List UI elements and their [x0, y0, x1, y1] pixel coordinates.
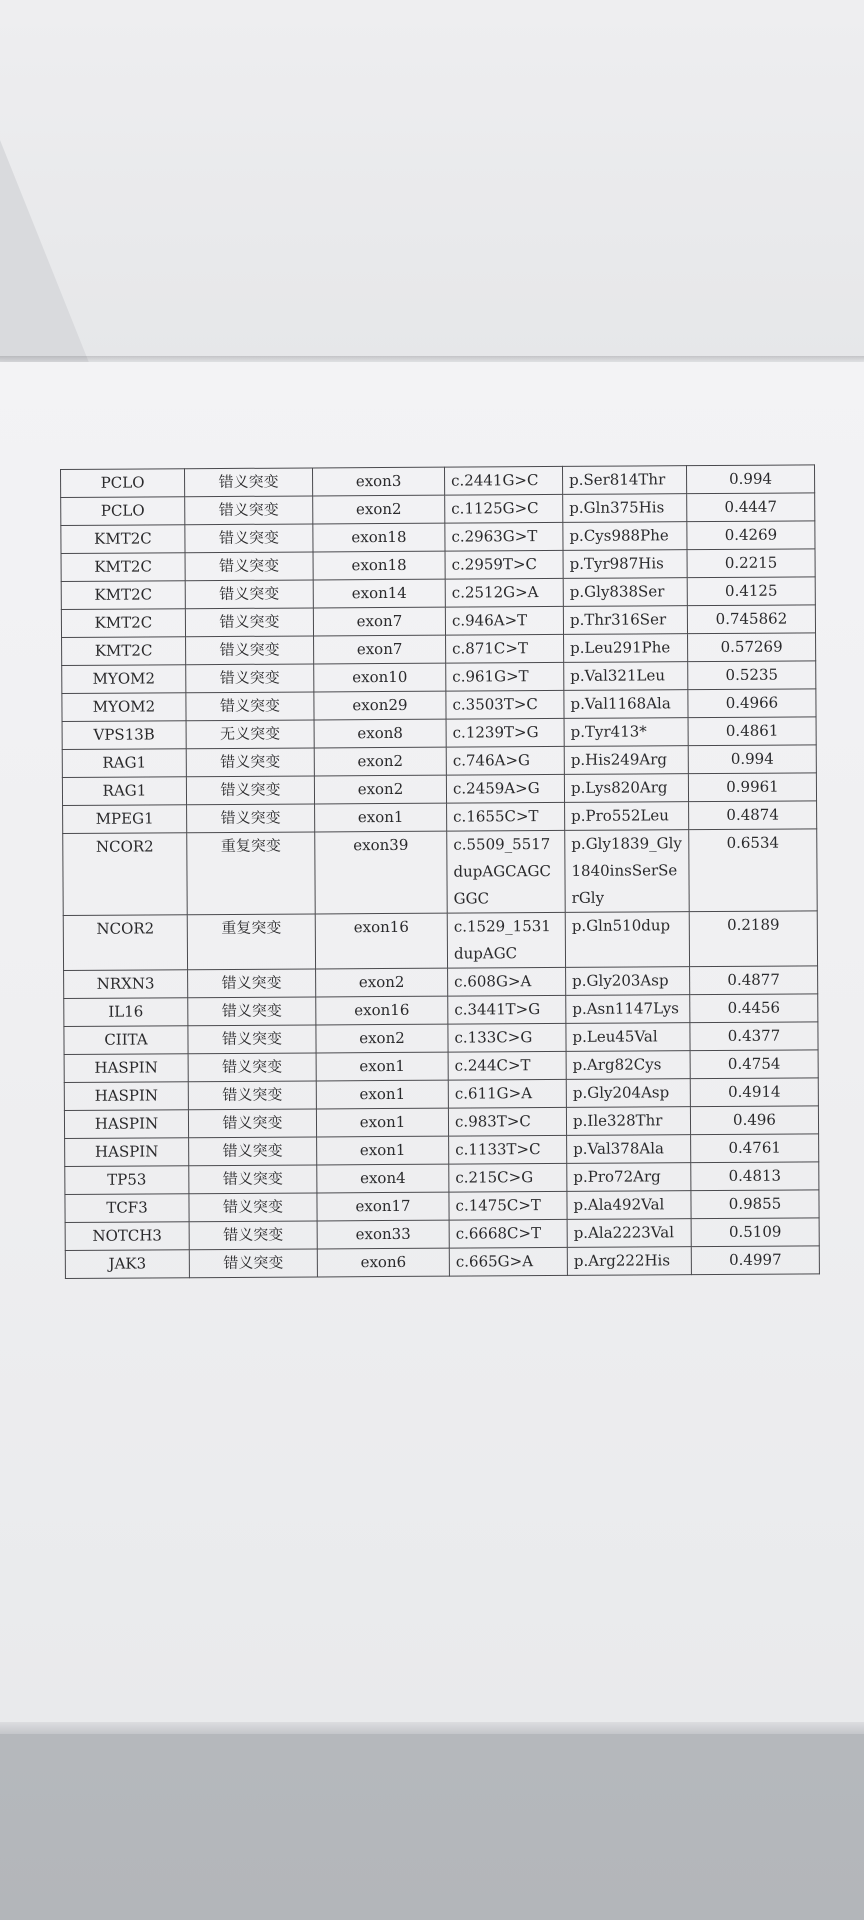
- variant-table-container: [60, 464, 819, 1279]
- gene-cell: NCOR2: [63, 915, 187, 971]
- mutation-type-cell: 错义突变: [185, 496, 313, 525]
- exon-cell: exon16: [315, 913, 447, 969]
- cdna-change-cell: c.1239T>G: [446, 718, 564, 747]
- mutation-type-cell: 错义突变: [185, 524, 313, 553]
- mutation-type-cell: 错义突变: [185, 552, 313, 581]
- allele-frequency-cell: 0.4997: [691, 1246, 819, 1275]
- protein-change-cell: p.Arg222His: [567, 1247, 691, 1276]
- allele-frequency-cell: 0.57269: [688, 633, 816, 662]
- exon-cell: exon7: [313, 607, 445, 636]
- gene-cell: KMT2C: [61, 553, 185, 582]
- protein-change-cell: p.Cys988Phe: [563, 522, 687, 551]
- mutation-type-cell: 错义突变: [185, 468, 313, 497]
- gene-cell: MPEG1: [63, 805, 187, 834]
- exon-cell: exon6: [317, 1248, 449, 1277]
- gene-cell: TCF3: [65, 1194, 189, 1223]
- cdna-change-cell: c.871C>T: [446, 634, 564, 663]
- mutation-type-cell: 重复突变: [187, 914, 315, 970]
- allele-frequency-cell: 0.4874: [689, 801, 817, 830]
- mutation-type-cell: 错义突变: [188, 969, 316, 998]
- cdna-change-cell: c.5509_5517dupAGCAGCGGC: [447, 830, 565, 913]
- protein-change-cell: p.Tyr987His: [563, 550, 687, 579]
- allele-frequency-cell: 0.4377: [690, 1022, 818, 1051]
- gene-cell: VPS13B: [62, 721, 186, 750]
- mutation-type-cell: 错义突变: [188, 1109, 316, 1138]
- mutation-type-cell: 错义突变: [189, 1137, 317, 1166]
- mutation-type-cell: 错义突变: [186, 636, 314, 665]
- exon-cell: exon33: [317, 1220, 449, 1249]
- gene-cell: NRXN3: [64, 970, 188, 999]
- cdna-change-cell: c.244C>T: [448, 1051, 566, 1080]
- table-row: [63, 911, 817, 971]
- exon-cell: exon2: [316, 1024, 448, 1053]
- exon-cell: exon1: [316, 1052, 448, 1081]
- exon-cell: exon16: [316, 996, 448, 1025]
- protein-change-cell: p.Ala2223Val: [567, 1219, 691, 1248]
- allele-frequency-cell: 0.4914: [690, 1078, 818, 1107]
- mutation-type-cell: 错义突变: [186, 776, 314, 805]
- protein-change-cell: p.Gly1839_Gly1840insSerSerGly: [565, 830, 689, 913]
- allele-frequency-cell: 0.4269: [687, 521, 815, 550]
- protein-change-cell: p.Asn1147Lys: [566, 995, 690, 1024]
- cdna-change-cell: c.611G>A: [448, 1079, 566, 1108]
- gene-cell: HASPIN: [65, 1138, 189, 1167]
- gene-cell: HASPIN: [64, 1054, 188, 1083]
- gene-cell: NCOR2: [63, 833, 187, 916]
- mutation-type-cell: 错义突变: [186, 692, 314, 721]
- allele-frequency-cell: 0.5235: [688, 661, 816, 690]
- cdna-change-cell: c.1529_1531dupAGC: [447, 912, 565, 968]
- mutation-type-cell: 错义突变: [185, 608, 313, 637]
- allele-frequency-cell: 0.4877: [690, 966, 818, 995]
- allele-frequency-cell: 0.2215: [687, 549, 815, 578]
- protein-change-cell: p.Gln375His: [563, 494, 687, 523]
- mutation-type-cell: 错义突变: [188, 1053, 316, 1082]
- allele-frequency-cell: 0.5109: [691, 1218, 819, 1247]
- cdna-change-cell: c.961G>T: [446, 662, 564, 691]
- allele-frequency-cell: 0.4447: [687, 493, 815, 522]
- allele-frequency-cell: 0.994: [686, 465, 814, 494]
- gene-cell: JAK3: [65, 1250, 189, 1279]
- allele-frequency-cell: 0.745862: [687, 605, 815, 634]
- allele-frequency-cell: 0.4761: [691, 1134, 819, 1163]
- allele-frequency-cell: 0.9961: [688, 773, 816, 802]
- exon-cell: exon17: [317, 1192, 449, 1221]
- mutation-type-cell: 错义突变: [187, 804, 315, 833]
- exon-cell: exon1: [316, 1108, 448, 1137]
- exon-cell: exon1: [316, 1080, 448, 1109]
- gene-cell: NOTCH3: [65, 1222, 189, 1251]
- gene-cell: CIITA: [64, 1026, 188, 1055]
- gene-cell: HASPIN: [64, 1082, 188, 1111]
- allele-frequency-cell: 0.4125: [687, 577, 815, 606]
- table-row: [65, 1246, 819, 1279]
- protein-change-cell: p.Gly203Asp: [566, 967, 690, 996]
- exon-cell: exon29: [314, 691, 446, 720]
- mutation-type-cell: 重复突变: [187, 832, 315, 915]
- protein-change-cell: p.Pro72Arg: [567, 1163, 691, 1192]
- cdna-change-cell: c.2959T>C: [445, 550, 563, 579]
- cdna-change-cell: c.3503T>C: [446, 690, 564, 719]
- exon-cell: exon18: [313, 523, 445, 552]
- protein-change-cell: p.Val378Ala: [567, 1135, 691, 1164]
- cdna-change-cell: c.2963G>T: [445, 522, 563, 551]
- protein-change-cell: p.Ala492Val: [567, 1191, 691, 1220]
- protein-change-cell: p.Leu291Phe: [564, 634, 688, 663]
- mutation-type-cell: 错义突变: [189, 1249, 317, 1278]
- protein-change-cell: p.Gln510dup: [565, 912, 689, 968]
- cdna-change-cell: c.1133T>C: [449, 1135, 567, 1164]
- gene-cell: MYOM2: [62, 665, 186, 694]
- mutation-type-cell: 错义突变: [185, 580, 313, 609]
- protein-change-cell: p.Ile328Thr: [566, 1107, 690, 1136]
- cdna-change-cell: c.2512G>A: [445, 578, 563, 607]
- exon-cell: exon2: [314, 775, 446, 804]
- allele-frequency-cell: 0.4456: [690, 994, 818, 1023]
- protein-change-cell: p.Thr316Ser: [563, 606, 687, 635]
- gene-cell: KMT2C: [61, 581, 185, 610]
- gene-cell: KMT2C: [61, 609, 185, 638]
- protein-change-cell: p.Gly204Asp: [566, 1079, 690, 1108]
- allele-frequency-cell: 0.4754: [690, 1050, 818, 1079]
- mutation-type-cell: 无义突变: [186, 720, 314, 749]
- cdna-change-cell: c.3441T>G: [448, 995, 566, 1024]
- cdna-change-cell: c.133C>G: [448, 1023, 566, 1052]
- exon-cell: exon8: [314, 719, 446, 748]
- mutation-type-cell: 错义突变: [188, 1025, 316, 1054]
- protein-change-cell: p.Val1168Ala: [564, 690, 688, 719]
- table-row: [63, 829, 817, 916]
- gene-cell: KMT2C: [61, 525, 185, 554]
- mutation-type-cell: 错义突变: [188, 1081, 316, 1110]
- gene-cell: RAG1: [62, 749, 186, 778]
- variant-table-body: [61, 465, 820, 1279]
- gene-cell: HASPIN: [64, 1110, 188, 1139]
- gene-cell: PCLO: [61, 497, 185, 526]
- protein-change-cell: p.Leu45Val: [566, 1023, 690, 1052]
- mutation-type-cell: 错义突变: [188, 997, 316, 1026]
- gene-cell: MYOM2: [62, 693, 186, 722]
- mutation-type-cell: 错义突变: [186, 664, 314, 693]
- background-sheet: [0, 0, 864, 362]
- protein-change-cell: p.His249Arg: [564, 746, 688, 775]
- mutation-type-cell: 错义突变: [186, 748, 314, 777]
- allele-frequency-cell: 0.994: [688, 745, 816, 774]
- mutation-type-cell: 错义突变: [189, 1193, 317, 1222]
- exon-cell: exon10: [314, 663, 446, 692]
- allele-frequency-cell: 0.4813: [691, 1162, 819, 1191]
- protein-change-cell: p.Arg82Cys: [566, 1051, 690, 1080]
- allele-frequency-cell: 0.4861: [688, 717, 816, 746]
- exon-cell: exon18: [313, 551, 445, 580]
- protein-change-cell: p.Gly838Ser: [563, 578, 687, 607]
- cdna-change-cell: c.1125G>C: [445, 494, 563, 523]
- cdna-change-cell: c.1655C>T: [447, 802, 565, 831]
- variant-table: [60, 464, 820, 1279]
- protein-change-cell: p.Pro552Leu: [565, 802, 689, 831]
- protein-change-cell: p.Tyr413*: [564, 718, 688, 747]
- exon-cell: exon7: [314, 635, 446, 664]
- gene-cell: RAG1: [62, 777, 186, 806]
- gene-cell: PCLO: [61, 469, 185, 498]
- cdna-change-cell: c.946A>T: [445, 606, 563, 635]
- exon-cell: exon2: [316, 968, 448, 997]
- mutation-type-cell: 错义突变: [189, 1221, 317, 1250]
- protein-change-cell: p.Val321Leu: [564, 662, 688, 691]
- protein-change-cell: p.Lys820Arg: [564, 774, 688, 803]
- cdna-change-cell: c.1475C>T: [449, 1191, 567, 1220]
- cdna-change-cell: c.6668C>T: [449, 1219, 567, 1248]
- cdna-change-cell: c.608G>A: [448, 967, 566, 996]
- exon-cell: exon3: [312, 467, 444, 496]
- cdna-change-cell: c.2441G>C: [444, 466, 562, 495]
- cdna-change-cell: c.665G>A: [449, 1247, 567, 1276]
- allele-frequency-cell: 0.9855: [691, 1190, 819, 1219]
- page-bottom-edge: [0, 1722, 864, 1734]
- exon-cell: exon1: [317, 1136, 449, 1165]
- gene-cell: KMT2C: [62, 637, 186, 666]
- exon-cell: exon1: [315, 803, 447, 832]
- allele-frequency-cell: 0.496: [690, 1106, 818, 1135]
- allele-frequency-cell: 0.2189: [689, 911, 817, 967]
- exon-cell: exon2: [313, 495, 445, 524]
- exon-cell: exon4: [317, 1164, 449, 1193]
- exon-cell: exon39: [315, 831, 447, 914]
- allele-frequency-cell: 0.4966: [688, 689, 816, 718]
- cdna-change-cell: c.215C>G: [449, 1163, 567, 1192]
- cdna-change-cell: c.983T>C: [448, 1107, 566, 1136]
- mutation-type-cell: 错义突变: [189, 1165, 317, 1194]
- cdna-change-cell: c.2459A>G: [446, 774, 564, 803]
- cdna-change-cell: c.746A>G: [446, 746, 564, 775]
- exon-cell: exon2: [314, 747, 446, 776]
- gene-cell: TP53: [65, 1166, 189, 1195]
- allele-frequency-cell: 0.6534: [689, 829, 817, 912]
- protein-change-cell: p.Ser814Thr: [562, 466, 686, 495]
- exon-cell: exon14: [313, 579, 445, 608]
- gene-cell: IL16: [64, 998, 188, 1027]
